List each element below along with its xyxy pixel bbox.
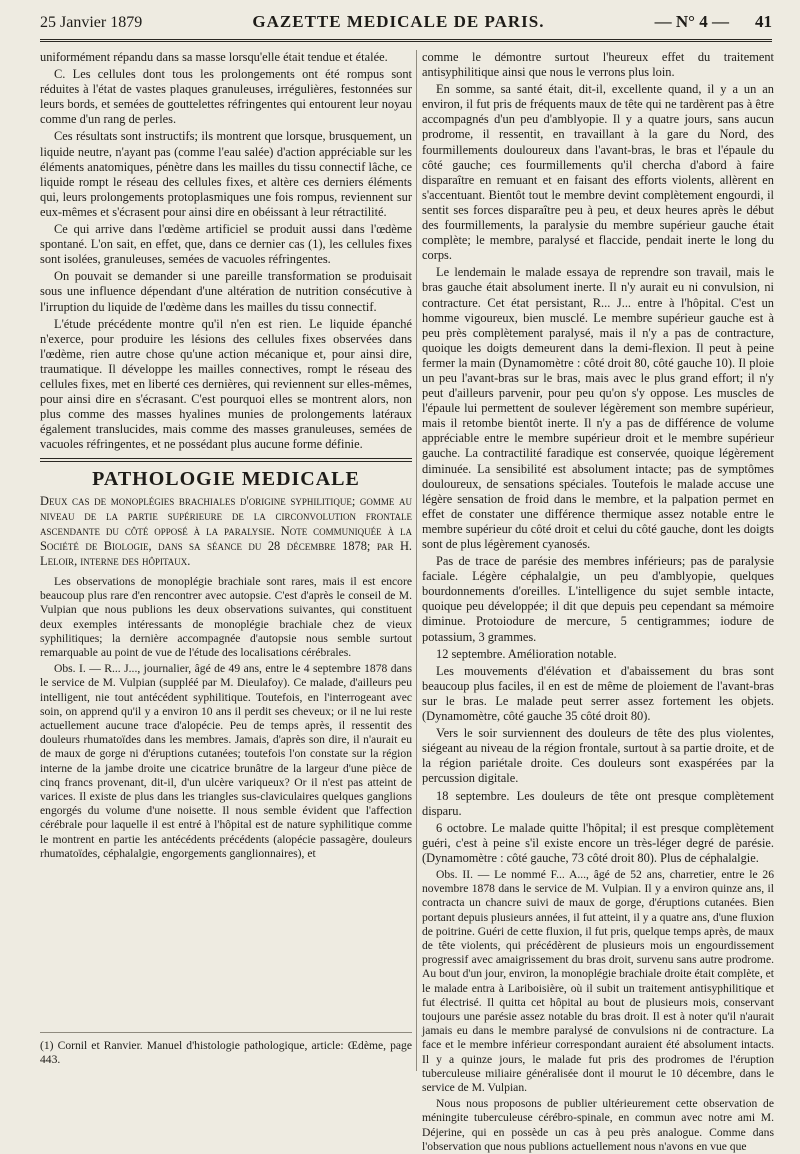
column-divider (416, 50, 417, 1071)
paragraph: Le lendemain le malade essaya de reprendre son travail, mais le bras gauche était absolument inerte. Il n'y aurait eu ni convulsion, ni contracture. Cet état persistant, R... J... entre à l'hôpital. C'est un homme vigoureux, bien musclé. Le membre supérieur gauche est à peu près complètement paralysé, mais il n'y a pas de contracture, quoique les doigts demeurent dans la demi-flexion. Il peut à peine fermer la main (Dynamomètre : côté droit 80, côté gauche 10). Il ploie un peu l'avant-bras sur le bras, mais avec le plus grand effort; il n'y peut d'ailleurs parvenir, pour peu qu'on s'y oppose. Les muscles de l'épaule lui permettent de soulever légèrement son membre supérieur, mais il retombe bientôt inerte. Il n'y a pas de différence de volume appréciable entre le membre supérieur droit et le membre supérieur gauche. La contractilité faradique est conservée, quoique légèrement diminuée. La sensibilité est absolument intacte; pas de symptômes douloureux, de sensations spéciales. Toutefois le malade accuse une légère sensation de froid dans le membre, et la palpation permet en effet de constater une différence thermique assez notable entre le membre supérieur du côté droit et celui du côté gauche, dont les doigts sont de plus légèrement cyanosés. (422, 265, 774, 551)
header-issue: — N° 4 — (654, 12, 729, 31)
paragraph: En somme, sa santé était, dit-il, excellente quand, il y a un an environ, il fut pris de fréquents maux de tête qui ne tardèrent pas à être accompagnés d'un peu d'amblyopie. Il y a quatre jours, sans aucun prodrome, il ressentit, en travaillant à la gare du Nord, des fourmillements douloureux dans l'avant-bras, le bras et l'épaule du côté gauche; ces fourmillements qu'il chercha d'abord à faire disparaître en remuant et en faisant des efforts violents, allèrent en s'accentuant. Bientôt tout le membre devint complètement engourdi, il sentit ses forces disparaître peu à peu, et deux heures après le début des fourmillements, la paralysie du membre supérieur gauche était complète; le membre, paralysé et flaccide, pendait inerte le long du corps. (422, 82, 774, 263)
paragraph: L'étude précédente montre qu'il n'en est rien. Le liquide épanché n'exerce, pour produire les lésions des cellules fixes observées dans l'œdème, rien autre chose qu'une action mécanique et, pour ainsi dire, traumatique. Il développe les mailles connectives, rompt le réseau des cellules fixes, met en liberté ces dernières, qui reviennent sur elles-mêmes, pour ainsi dire en s'écrasant. C'est pourquoi elles se montrent alors, non plus comme des masses hyalines munies de prolongements latéraux également translucides, mais comme des masses granuleuses, semées de vacuoles réfringentes, et ne possédant plus aucune forme définie. (40, 316, 412, 452)
paragraph: Obs. I. — R... J..., journalier, âgé de 49 ans, entre le 4 septembre 1878 dans le service de M. Vulpian (suppléé par M. Dieulafoy). Ce malade, d'ailleurs peu intelligent, nie tout antécédent syphilitique. Toutefois, en l'interrogeant avec soin, on apprend qu'il y a environ 10 ans il perdit ses cheveux; or il ne lui reste actuellement aucune trace d'alopécie. Peu de temps après, il ressentit des douleurs rhumatoïdes dans les membres. Jamais, d'après son dire, il n'aurait eu de maux de gorge ni d'éruptions cutanées; toutefois l'on constate sur la région interne de la jambe droite une cicatrice brunâtre de la largeur d'une pièce de cinq francs provenant, dit-il, d'un ulcère variqueux? Or il n'est pas atteint de varices. Il existe de plus dans les triangles sus-claviculaires quelques ganglions engorgés du volume d'une noisette. Il nous semble évident que l'affection cérébrale pour laquelle il est entré à l'hôpital est de nature syphilitique comme le montrent en partie les antécédents précédents (alopécie passagère, douleurs rhumatoïdes, céphalalgie, engorgements ganglionnaires), et (40, 662, 412, 860)
header-date: 25 Janvier 1879 (40, 14, 143, 31)
paragraph: C. Les cellules dont tous les prolongements ont été rompus sont réduites à l'état de vastes plaques granuleuses, irrégulières, festonnées sur leurs bords, et semées de gouttelettes réfringentes qui entourent leur noyau comme d'un rang de perles. (40, 67, 412, 127)
paragraph: 18 septembre. Les douleurs de tête ont presque complètement disparu. (422, 788, 774, 818)
paragraph: Obs. II. — Le nommé F... A..., âgé de 52 ans, charretier, entre le 26 novembre 1878 dans le service de M. Vulpian. Il y a environ quinze ans, il contracta un chancre suivi de maux de gorge, d'éruptions cutanées. Bien portant depuis plusieurs années, il fut atteint, il y a quatre ans, d'une fluxion de poitrine. Guéri de cette fluxion, il fut pris, quelque temps après, de maux de tête violents, qui précédèrent de plusieurs mois un engourdissement progressif avec amaigrissement du bras droit, survenu sans autre prodrome. Au bout d'un jour, environ, la monoplégie brachiale droite était complète, et le malade entra à Lariboisière, où il subit un traitement antisyphilitique et fut électrisé. Il quitta cet hôpital au bout de plusieurs mois, conservant toujours une parésie assez notable du bras droit. Il est à noter qu'il n'aurait jamais eu dans le membre paralysé de convulsions ni de contracture. La face et le membre inférieur correspondant auraient été absolument intacts. Il y a quinze jours, le malade fut pris des prodromes de l'éruption tuberculeuse miliaire généralisée dont il mourut le 10 décembre, dans le service de M. Vulpian. (422, 867, 774, 1095)
footnote: (1) Cornil et Ranvier. Manuel d'histologie pathologique, article: Œdème, page 443. (40, 1032, 412, 1067)
header-page-number: 41 (754, 12, 772, 31)
section-title: PATHOLOGIE MEDICALE (92, 468, 360, 491)
paragraph: Pas de trace de parésie des membres inférieurs; pas de paralysie faciale. Légère céphalalgie, un peu d'amblyopie, quelques bourdonnements d'oreilles. L'intelligence du sujet semble intacte, quoique peu développée; il dit que depuis peu cependant sa mémoire diminue. Protoiodure de mercure, 5 centigrammes; iodure de potassium, 3 grammes. (422, 554, 774, 644)
header-title: GAZETTE MEDICALE DE PARIS. (252, 12, 545, 31)
paragraph: Ces résultats sont instructifs; ils montrent que lorsque, brusquement, un liquide neutre, n'ayant pas (comme l'eau salée) d'action appréciable sur les éléments anatomiques, pénètre dans les mailles du tissu connectif lâche, ce liquide rompt le réseau des cellules fixes, et altère ces derniers éléments qui, leurs prolongements protoplasmiques une fois rompus, reviennent sur eux-mêmes et s'écrasent pour ainsi dire en obéissant à leur rétractilité. (40, 129, 412, 219)
page-header (40, 12, 772, 42)
paragraph: Les mouvements d'élévation et d'abaissement du bras sont beaucoup plus faciles, il en est de même de ploiement de l'avant-bras sur le bras. Le malade peut serrer assez fortement les objets. (Dynamomètre, côté gauche 35 côté droit 80). (422, 663, 774, 724)
header-right (655, 12, 772, 32)
paragraph: comme le démontre surtout l'heureux effet du traitement antisyphilitique ainsi que nous le verrons plus loin. (422, 50, 774, 80)
paragraph: On pouvait se demander si une pareille transformation se produisait sous une influence dépendant d'une altération de nutrition consécutive à l'irruption du liquide de l'œdème dans les mailles du tissu connectif. (40, 269, 412, 314)
left-column (40, 50, 412, 1073)
left-column-body (40, 50, 412, 1013)
paragraph: Nous nous proposons de publier ultérieurement cette observation de méningite tuberculeuse cérébro-spinale, en commun avec notre ami M. Déjerine, qui en possède un cas à peu près analogue. Comme dans l'observation que nous publions actuellement nous n'avons en vue que (422, 1097, 774, 1153)
paragraph: 6 octobre. Le malade quitte l'hôpital; il est presque complètement guéri, c'est à peine s'il existe encore un très-léger degré de parésie. (Dynamomètre : côté gauche, 73 côté droit 80). Plus de céphalalgie. (422, 820, 774, 865)
paragraph: 12 septembre. Amélioration notable. (436, 646, 617, 661)
paragraph: uniformément répandu dans sa masse lorsqu'elle était tendue et étalée. (40, 50, 388, 64)
paragraph: Vers le soir surviennent des douleurs de tête des plus violentes, siégeant au niveau de la région frontale, surtout à sa partie droite, et de la région pariétale droite. Ces douleurs sont exaspérées par la percussion digitale. (422, 726, 774, 786)
paragraph: Ce qui arrive dans l'œdème artificiel se produit aussi dans l'œdème spontané. L'on sait, en effet, que, dans ce dernier cas (1), les cellules fixes sont isolées, granuleuses, semées de vacuoles réfringentes. (40, 222, 412, 267)
paragraph: Les observations de monoplégie brachiale sont rares, mais il est encore beaucoup plus rare d'en rencontrer avec autopsie. C'est d'après le conseil de M. Vulpian que nous publions les deux observations suivantes, qui constituent deux exemples intéressants de monoplégie brachiale chez de vieux syphilitiques; la dernière accompagnée d'autopsie nous semble surtout remarquable au point de vue de l'étude des localisations cérébrales. (40, 575, 412, 660)
section-separator (40, 458, 412, 462)
section-subtitle: Deux cas de monoplégies brachiales d'origine syphilitique; gomme au niveau de la partie supérieure de la circonvolution frontale ascendante du côté opposé à la paralysie. Note communiquée à la Société de Biologie, dans sa séance du 28 décembre 1878; par H. Leloir, interne des hôpitaux. (40, 493, 412, 568)
right-column (422, 50, 774, 1153)
